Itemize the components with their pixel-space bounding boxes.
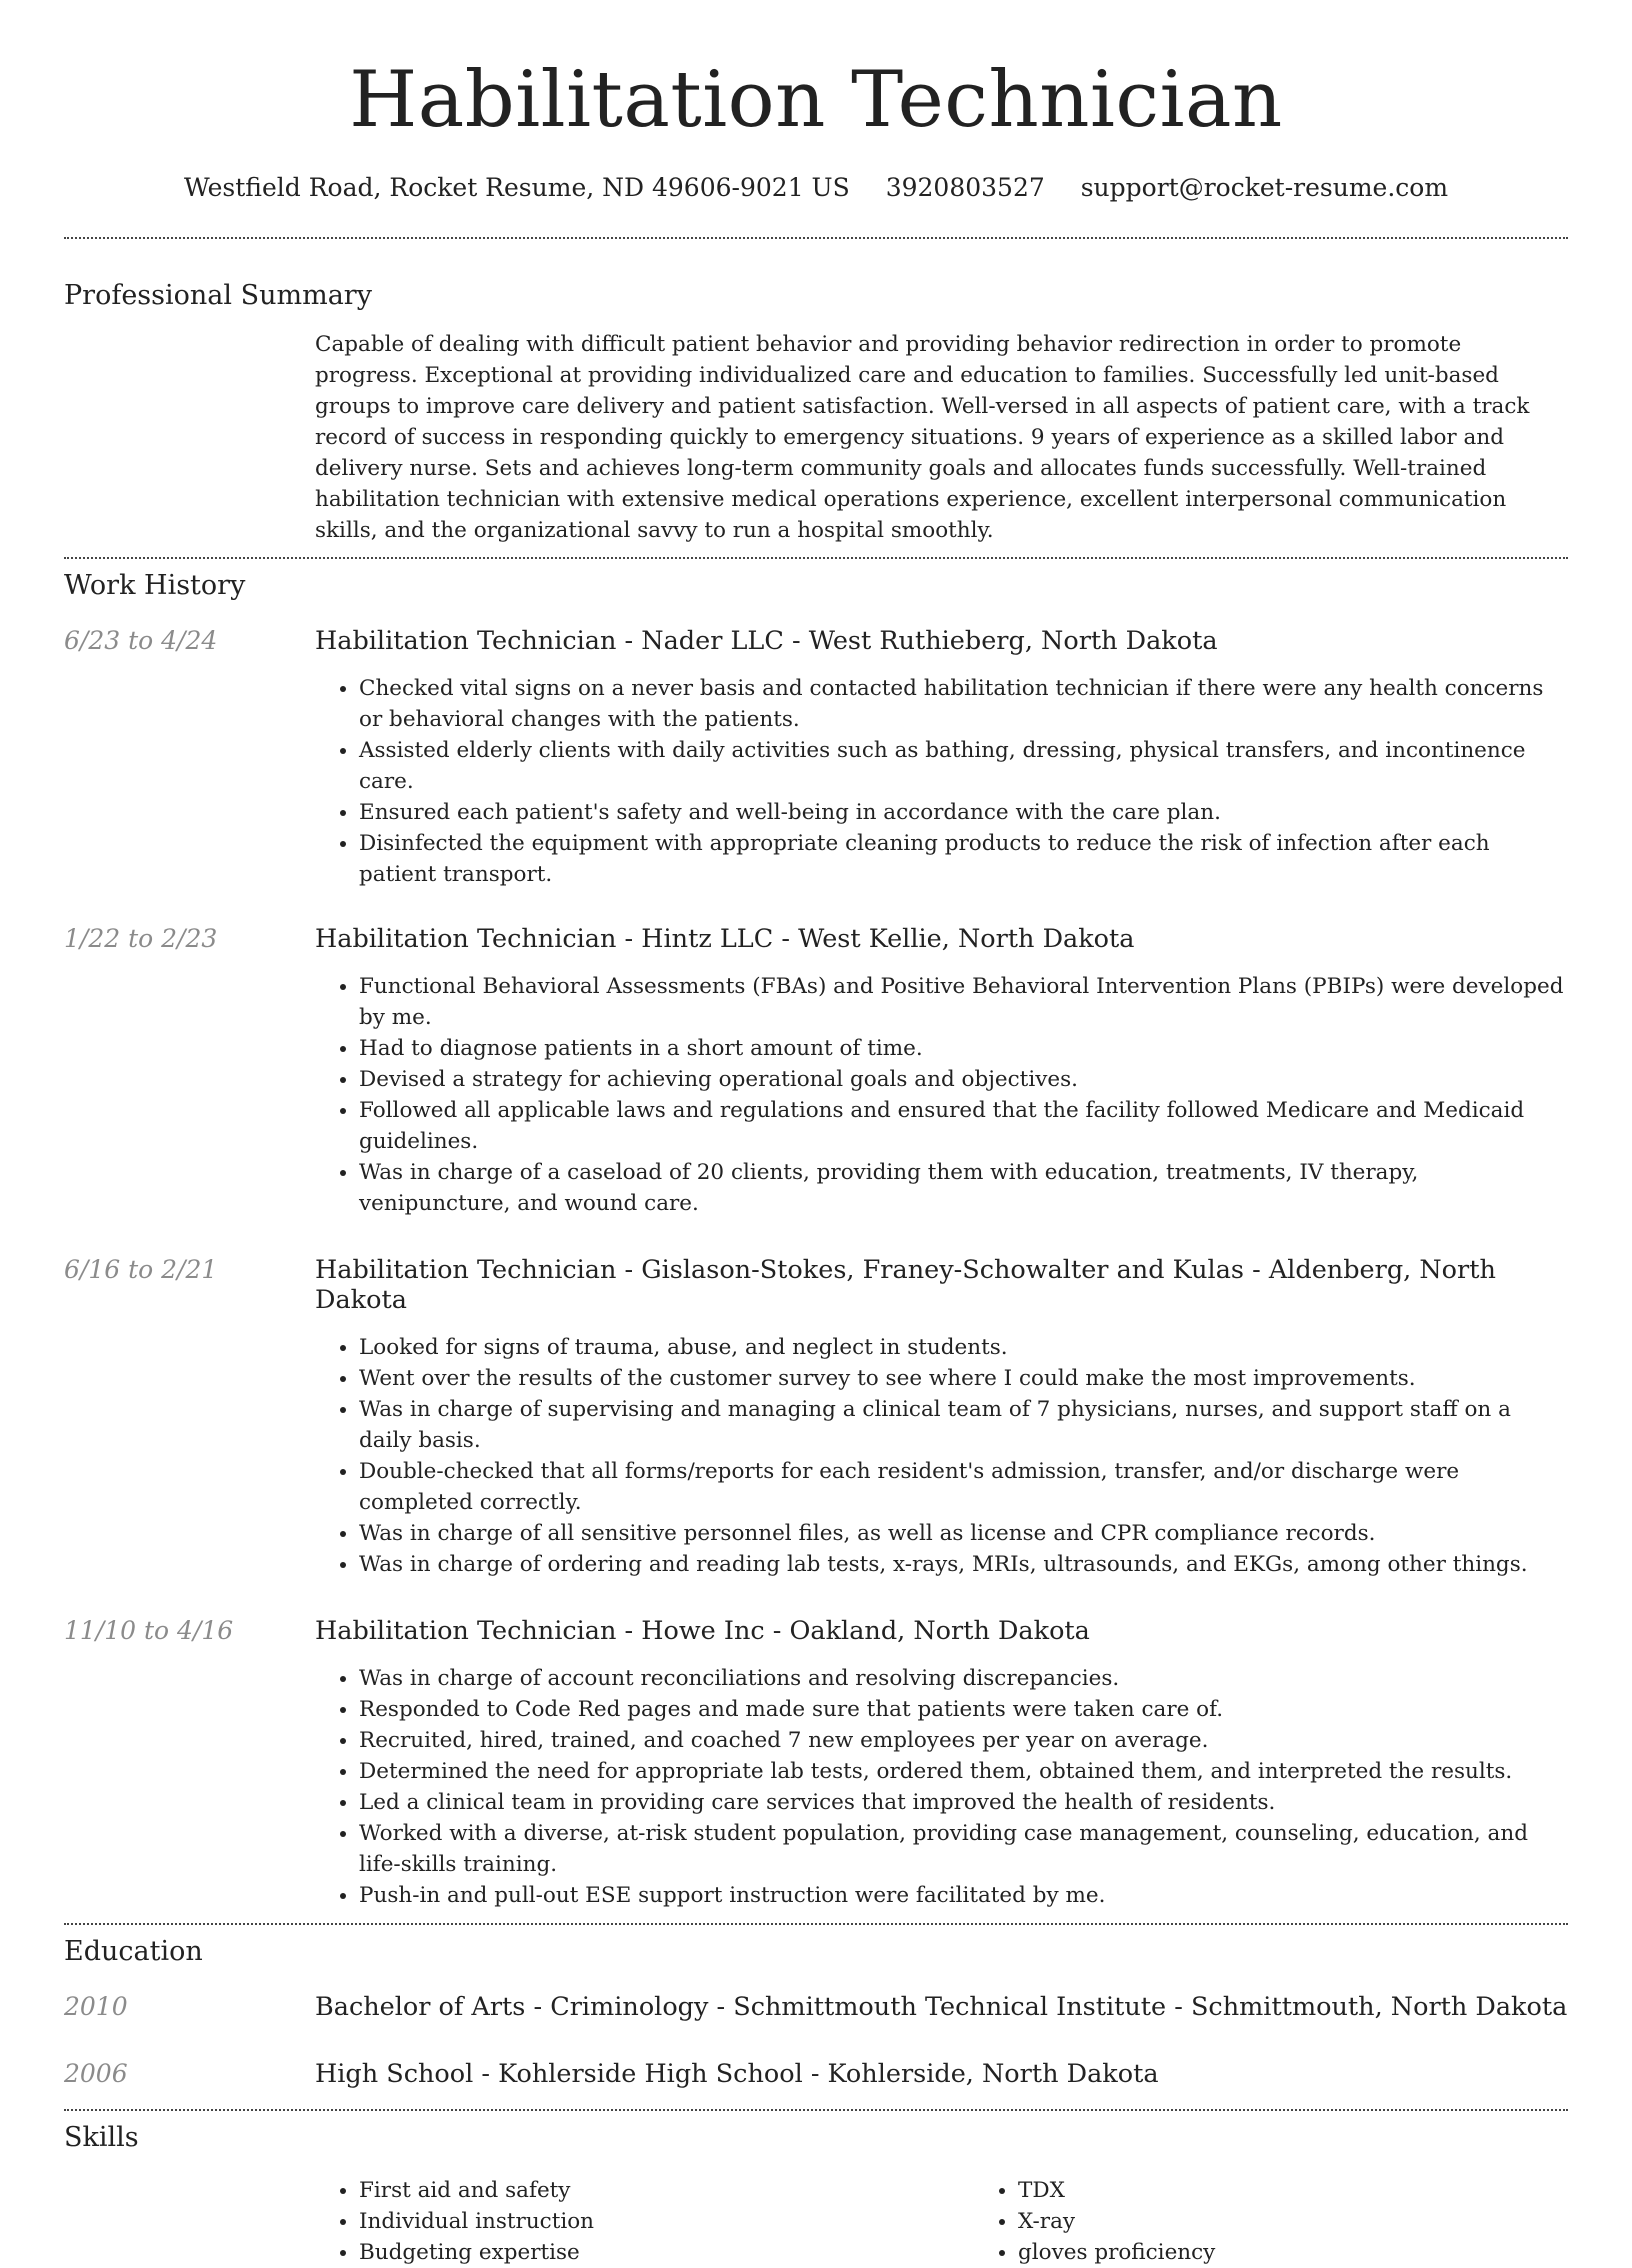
job-bullets xyxy=(315,673,1568,890)
skill-item: • Budgeting expertise xyxy=(359,2237,974,2268)
job-bullet: • Recruited, hired, trained, and coached 7 new employees per year on average. xyxy=(359,1725,1568,1756)
job-dates: 6/23 to 4/24 xyxy=(64,626,218,655)
job-bullet: • Devised a strategy for achieving operational goals and objectives. xyxy=(359,1064,1568,1095)
job-bullet: • Looked for signs of trauma, abuse, and neglect in students. xyxy=(359,1332,1568,1363)
job-bullet: • Led a clinical team in providing care services that improved the health of residents. xyxy=(359,1787,1568,1818)
job-bullet: • Was in charge of account reconciliations and resolving discrepancies. xyxy=(359,1663,1568,1694)
education-text: High School - Kohlerside High School - Kohlerside, North Dakota xyxy=(315,2059,1159,2089)
contact-phone: 3920803527 xyxy=(885,173,1045,202)
job-bullet: • Push-in and pull-out ESE support instruction were facilitated by me. xyxy=(359,1880,1568,1911)
job-entry xyxy=(64,1255,1568,1580)
skills-list-left xyxy=(315,2175,974,2268)
job-entry xyxy=(64,1616,1568,1911)
summary-text: Capable of dealing with difficult patient behavior and providing behavior redirection in order to promote progress. Exceptional at providing individualized care and education to families. Successfully led unit-based groups to improve care delivery and patient satisfaction. Well-versed in all aspects of patient care, with a track record of success in responding quickly to emergency situations. 9 years of experience as a skilled labor and delivery nurse. Sets and achieves long-term community goals and allocates funds successfully. Well-trained habilitation technician with extensive medical operations experience, excellent interpersonal communication skills, and the organizational savvy to run a hospital smoothly. xyxy=(315,332,1530,543)
education-year: 2006 xyxy=(64,2059,128,2088)
job-bullets xyxy=(315,1332,1568,1580)
job-bullet: • Functional Behavioral Assessments (FBAs) and Positive Behavioral Intervention Plans (PBIPs) were developed by me. xyxy=(359,971,1568,1033)
contact-line xyxy=(64,172,1568,204)
section-divider xyxy=(64,237,1568,239)
skill-item: • gloves proficiency xyxy=(1018,2237,1632,2268)
summary-row xyxy=(64,329,1568,546)
job-bullet: • Followed all applicable laws and regulations and ensured that the facility followed Medicare and Medicaid guidelines. xyxy=(359,1095,1568,1157)
job-bullet: • Determined the need for appropriate lab tests, ordered them, obtained them, and interpreted the results. xyxy=(359,1756,1568,1787)
resume-name: Habilitation Technician xyxy=(349,55,1283,145)
section-divider xyxy=(64,1923,1568,1925)
section-divider xyxy=(64,557,1568,559)
job-bullet: • Checked vital signs on a never basis and contacted habilitation technician if there were any health concerns or behavioral changes with the patients. xyxy=(359,673,1568,735)
job-title: Habilitation Technician - Hintz LLC - West Kellie, North Dakota xyxy=(315,924,1135,954)
education-year: 2010 xyxy=(64,1992,128,2021)
job-title: Habilitation Technician - Gislason-Stokes, Franey-Schowalter and Kulas - Aldenberg, North Dakota xyxy=(315,1255,1496,1315)
job-bullet: • Was in charge of supervising and managing a clinical team of 7 physicians, nurses, and support staff on a daily basis. xyxy=(359,1394,1568,1456)
section-title-summary: Professional Summary xyxy=(64,280,372,311)
education-text: Bachelor of Arts - Criminology - Schmittmouth Technical Institute - Schmittmouth, North Dakota xyxy=(315,1992,1568,2022)
education-entry xyxy=(64,2059,1568,2089)
job-bullet: • Assisted elderly clients with daily activities such as bathing, dressing, physical transfers, and incontinence care. xyxy=(359,735,1568,797)
contact-address: Westfield Road, Rocket Resume, ND 49606-9021 US xyxy=(183,173,850,202)
job-dates: 6/16 to 2/21 xyxy=(64,1255,218,1284)
job-entry xyxy=(64,626,1568,890)
job-bullet: • Disinfected the equipment with appropriate cleaning products to reduce the risk of infection after each patient transport. xyxy=(359,828,1568,890)
section-title-skills: Skills xyxy=(64,2122,139,2153)
education-entry xyxy=(64,1992,1568,2022)
contact-email: support@rocket-resume.com xyxy=(1080,173,1449,202)
job-bullet: • Worked with a diverse, at-risk student population, providing case management, counseling, education, and life-skills training. xyxy=(359,1818,1568,1880)
section-title-education: Education xyxy=(64,1936,203,1967)
job-bullet: • Double-checked that all forms/reports for each resident's admission, transfer, and/or discharge were completed correctly. xyxy=(359,1456,1568,1518)
skills-row xyxy=(64,2175,1568,2268)
job-bullet: • Responded to Code Red pages and made sure that patients were taken care of. xyxy=(359,1694,1568,1725)
job-bullets xyxy=(315,1663,1568,1911)
job-bullet: • Was in charge of all sensitive personnel files, as well as license and CPR compliance records. xyxy=(359,1518,1568,1549)
job-entry xyxy=(64,924,1568,1219)
job-bullet: • Had to diagnose patients in a short amount of time. xyxy=(359,1033,1568,1064)
job-dates: 11/10 to 4/16 xyxy=(64,1616,234,1645)
skills-columns xyxy=(315,2175,1632,2268)
skill-item: • X-ray xyxy=(1018,2206,1632,2237)
job-bullet: • Was in charge of a caseload of 20 clients, providing them with education, treatments, IV therapy, venipuncture, and wound care. xyxy=(359,1157,1568,1219)
section-title-work: Work History xyxy=(64,570,246,601)
job-bullet: • Went over the results of the customer survey to see where I could make the most improvements. xyxy=(359,1363,1568,1394)
section-divider xyxy=(64,2109,1568,2111)
skill-item: • Individual instruction xyxy=(359,2206,974,2237)
skills-list-right xyxy=(974,2175,1632,2268)
job-bullet: • Ensured each patient's safety and well-being in accordance with the care plan. xyxy=(359,797,1568,828)
job-bullets xyxy=(315,971,1568,1219)
job-title: Habilitation Technician - Nader LLC - West Ruthieberg, North Dakota xyxy=(315,626,1218,656)
job-bullet: • Was in charge of ordering and reading lab tests, x-rays, MRIs, ultrasounds, and EKGs, among other things. xyxy=(359,1549,1568,1580)
skill-item: • First aid and safety xyxy=(359,2175,974,2206)
skill-item: • TDX xyxy=(1018,2175,1632,2206)
job-title: Habilitation Technician - Howe Inc - Oakland, North Dakota xyxy=(315,1616,1090,1646)
job-dates: 1/22 to 2/23 xyxy=(64,924,218,953)
